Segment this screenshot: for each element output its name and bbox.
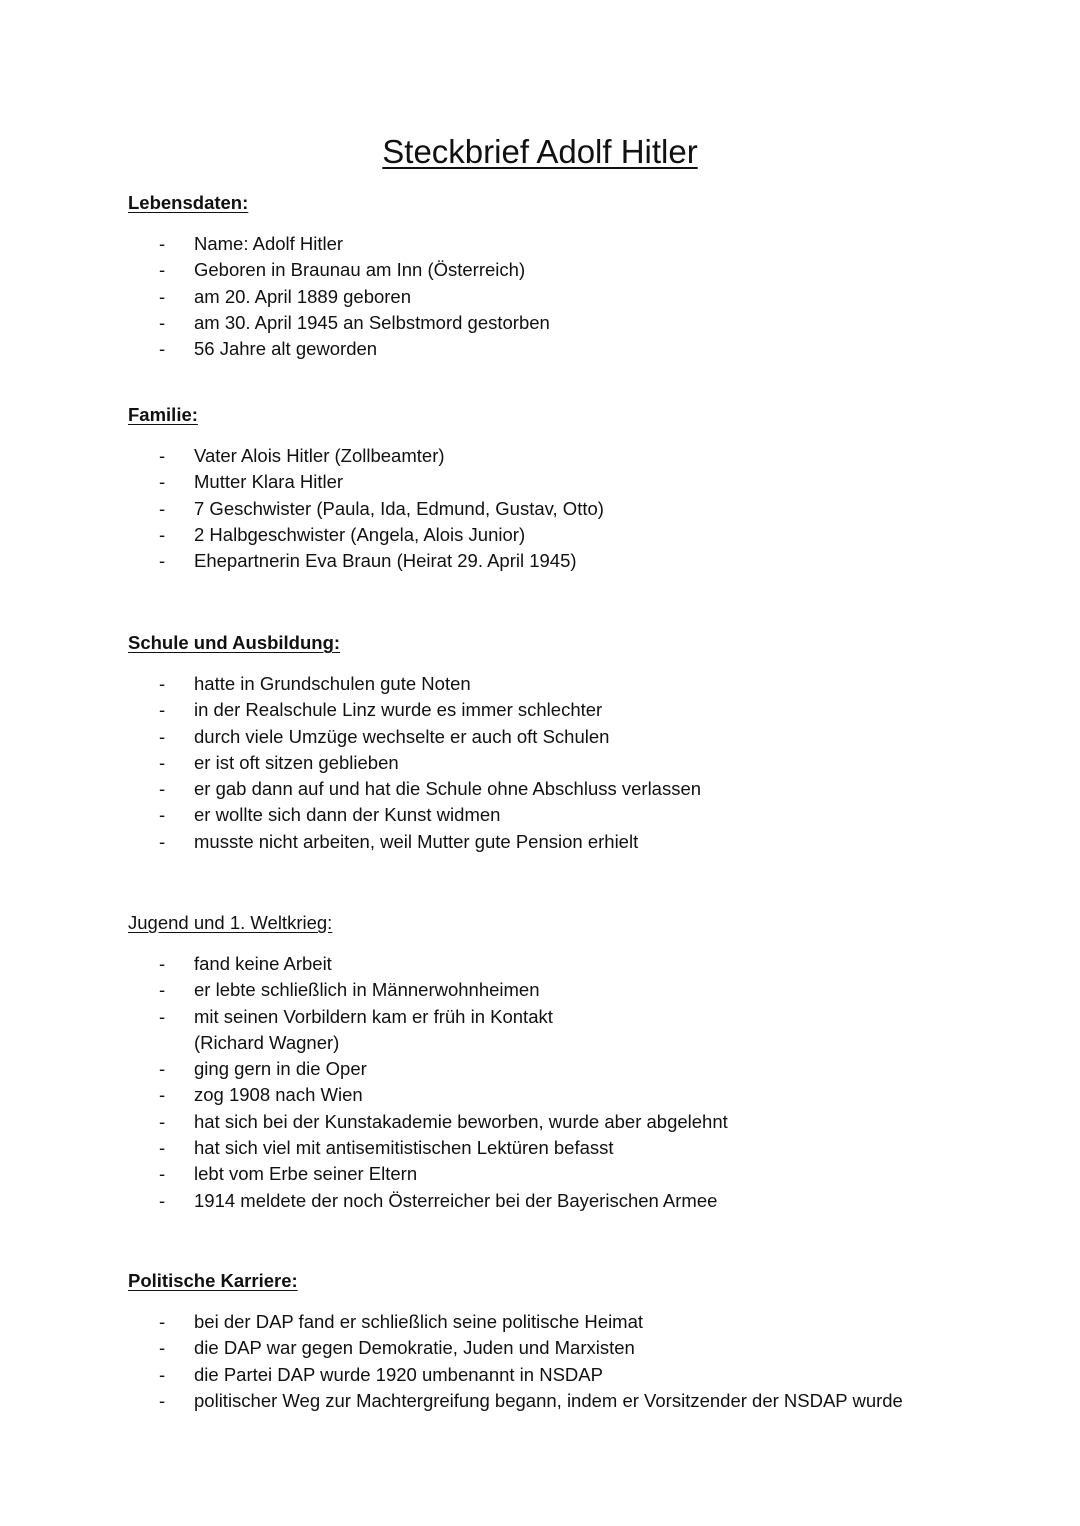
section-heading: Familie: bbox=[128, 404, 198, 425]
list-item: - bei der DAP fand er schließlich seine politische Heimat bbox=[159, 1311, 644, 1332]
list-item: - am 30. April 1945 an Selbstmord gestorben bbox=[159, 311, 550, 333]
list-item: - Name: Adolf Hitler bbox=[159, 233, 344, 254]
section-lebensdaten bbox=[128, 190, 988, 362]
list-item: - 56 Jahre alt geworden bbox=[159, 338, 378, 360]
list-item: - hat sich bei der Kunstakademie beworben, wurde aber abgelehnt bbox=[159, 1110, 728, 1132]
section-heading: Politische Karriere: bbox=[128, 1270, 298, 1291]
section-jugend-weltkrieg bbox=[128, 910, 988, 1214]
section-familie bbox=[128, 402, 988, 574]
list-item: - er lebte schließlich in Männerwohnheimen bbox=[159, 979, 540, 1001]
list-item: - er ist oft sitzen geblieben bbox=[159, 751, 399, 773]
list-item: - zog 1908 nach Wien bbox=[159, 1084, 363, 1106]
list-item: - die DAP war gegen Demokratie, Juden und Marxisten bbox=[159, 1337, 635, 1359]
list-item-continuation: (Richard Wagner) bbox=[194, 1031, 340, 1053]
list-item: - musste nicht arbeiten, weil Mutter gute Pension erhielt bbox=[159, 830, 639, 852]
bullet-list bbox=[128, 1309, 988, 1414]
list-item: - ging gern in die Oper bbox=[159, 1058, 367, 1080]
bullet-list bbox=[128, 671, 988, 855]
list-item: - er gab dann auf und hat die Schule ohne Abschluss verlassen bbox=[159, 778, 702, 800]
list-item: - durch viele Umzüge wechselte er auch oft Schulen bbox=[159, 725, 610, 747]
list-item: - hat sich viel mit antisemitistischen Lektüren befasst bbox=[159, 1137, 614, 1159]
list-item: - politischer Weg zur Machtergreifung begann, indem er Vorsitzender der NSDAP wurde bbox=[159, 1389, 903, 1411]
list-item: - fand keine Arbeit bbox=[159, 953, 332, 974]
list-item: - Vater Alois Hitler (Zollbeamter) bbox=[159, 445, 445, 466]
section-heading: Jugend und 1. Weltkrieg: bbox=[128, 912, 333, 933]
section-politische-karriere bbox=[128, 1268, 988, 1414]
list-item: - lebt vom Erbe seiner Eltern bbox=[159, 1163, 418, 1185]
bullet-list bbox=[128, 443, 988, 574]
section-heading: Schule und Ausbildung: bbox=[128, 632, 341, 653]
list-item: - 2 Halbgeschwister (Angela, Alois Junior) bbox=[159, 523, 526, 545]
page-title: Steckbrief Adolf Hitler bbox=[382, 133, 698, 170]
list-item: - am 20. April 1889 geboren bbox=[159, 285, 412, 307]
list-item: - Ehepartnerin Eva Braun (Heirat 29. April 1945) bbox=[159, 550, 577, 572]
list-item: - er wollte sich dann der Kunst widmen bbox=[159, 804, 501, 826]
bullet-list bbox=[128, 951, 988, 1214]
list-item: - 1914 meldete der noch Österreicher bei der Bayerischen Armee bbox=[159, 1189, 718, 1211]
list-item: - die Partei DAP wurde 1920 umbenannt in NSDAP bbox=[159, 1363, 603, 1385]
list-item: - 7 Geschwister (Paula, Ida, Edmund, Gustav, Otto) bbox=[159, 497, 604, 519]
list-item: - Geboren in Braunau am Inn (Österreich) bbox=[159, 259, 526, 281]
list-item: - Mutter Klara Hitler bbox=[159, 471, 344, 493]
list-item: - in der Realschule Linz wurde es immer schlechter bbox=[159, 699, 603, 721]
bullet-list bbox=[128, 231, 988, 362]
list-item: - mit seinen Vorbildern kam er früh in Kontakt bbox=[159, 1005, 553, 1027]
section-heading: Lebensdaten: bbox=[128, 192, 249, 213]
section-schule-ausbildung bbox=[128, 630, 988, 855]
list-item: - hatte in Grundschulen gute Noten bbox=[159, 673, 471, 694]
